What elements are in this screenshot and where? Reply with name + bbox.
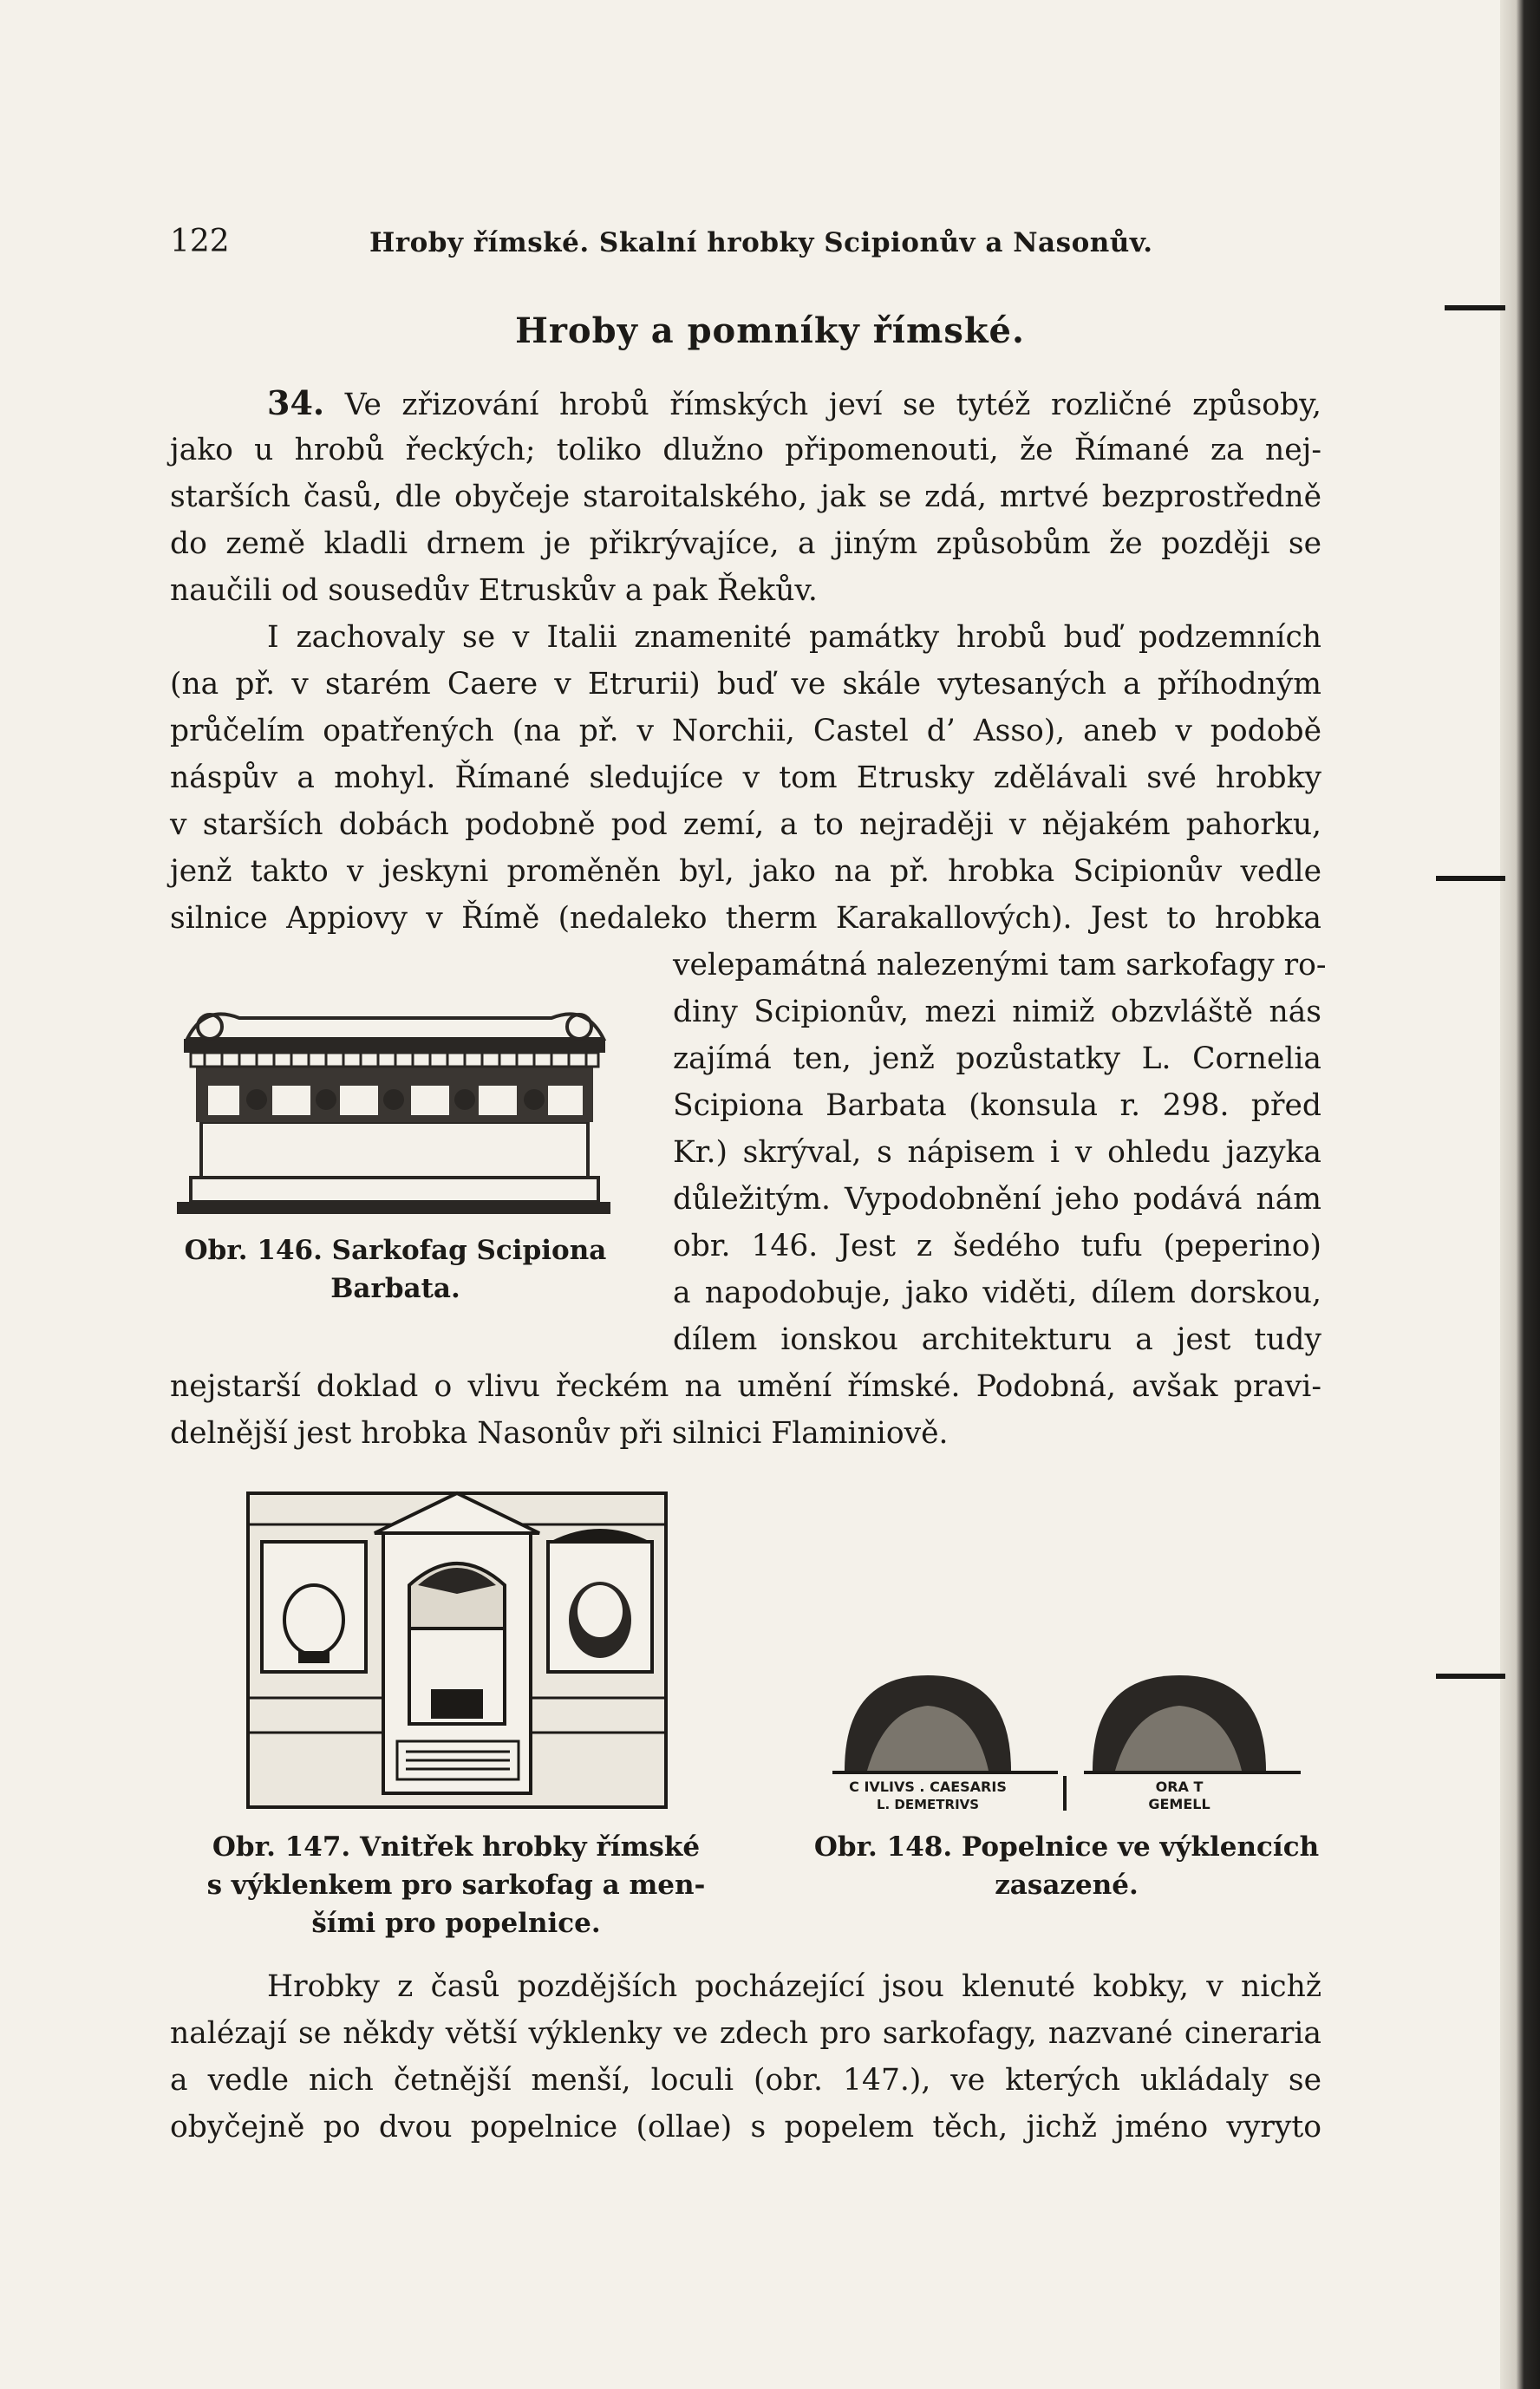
scan-mark — [1436, 1674, 1505, 1679]
text-line: velepamátná nalezenými tam sarkofagy ro- — [673, 948, 1327, 982]
figure-147-tomb-interior — [245, 1490, 669, 1811]
caption-line: Obr. 148. Popelnice ve výklencích — [813, 1831, 1320, 1863]
urn-inscription-left-line1: C IVLIVS . CAESARIS — [849, 1779, 1007, 1795]
text-line: (na př. v starém Caere v Etrurii) buď ve skále vytesaných a příhodným — [170, 667, 1321, 702]
text-line: nalézají se někdy větší výklenky ve zdech pro sarkofagy, nazvané cineraria — [170, 2016, 1321, 2051]
text-line: obr. 146. Jest z šedého tufu (peperino) — [673, 1229, 1321, 1263]
figure-146-sarcophagus — [170, 969, 621, 1230]
text-line: dílem ionskou architekturu a jest tudy — [673, 1322, 1321, 1357]
text-line: v starších dobách podobně pod zemí, a to nejraději v nějakém pahorku, — [170, 807, 1321, 842]
text-line: delnější jest hrobka Nasonův při silnici Flaminiově. — [170, 1416, 949, 1451]
sarcophagus-illustration — [170, 969, 621, 1230]
page-number: 122 — [170, 224, 230, 259]
text-line: silnice Appiovy v Římě (nedaleko therm Karakallových). Jest to hrobka — [170, 901, 1321, 936]
paragraph-number: 34. — [267, 383, 325, 422]
text-line: starších časů, dle obyčeje staroitalského, jak se zdá, mrtvé bezprostředně — [170, 480, 1321, 514]
text-line: diny Scipionův, mezi nimiž obzvláště nás — [673, 995, 1321, 1029]
text-line: Scipiona Barbata (konsula r. 298. před — [673, 1088, 1321, 1123]
text-line: do země kladli drnem je přikrývajíce, a jiným způsobům že později se — [170, 526, 1321, 561]
text-line: jenž takto v jeskyni proměněn byl, jako na př. hrobka Scipionův vedle — [170, 854, 1321, 889]
caption-line: Obr. 146. Sarkofag Scipiona — [184, 1235, 607, 1266]
section-heading: Hroby a pomníky římské. — [515, 310, 1025, 351]
scan-binding-edge — [1500, 0, 1540, 2389]
figure-148-urns — [832, 1658, 1318, 1814]
figure-148-caption — [798, 1828, 1335, 1904]
text-line-content: Ve zřizování hrobů římských jeví se tytéž rozličné způsoby, — [344, 388, 1322, 422]
urn-inscription-right-line1: ORA T — [1155, 1779, 1204, 1795]
text-line: a vedle nich četnější menší, loculi (obr. 147.), ve kterých ukládaly se — [170, 2063, 1321, 2098]
text-line — [267, 380, 1321, 427]
urn-inscription-right-line2: GEMELL — [1148, 1796, 1210, 1812]
text-line: průčelím opatřených (na př. v Norchii, Castel d’ Asso), aneb v podobě — [170, 714, 1321, 748]
text-line: Kr.) skrýval, s nápisem i v ohledu jazyka — [673, 1135, 1321, 1170]
caption-line: Barbata. — [330, 1273, 460, 1304]
text-line: nejstarší doklad o vlivu řeckém na umění římské. Podobná, avšak pravi- — [170, 1369, 1321, 1404]
text-line: a napodobuje, jako viděti, dílem dorskou, — [673, 1276, 1321, 1310]
tomb-interior-illustration — [245, 1490, 669, 1811]
text-line: naučili od sousedův Etruskův a pak Řekův. — [170, 573, 818, 608]
caption-line: s výklenkem pro sarkofag a men- — [206, 1870, 706, 1901]
urn-niches-illustration — [832, 1658, 1318, 1814]
text-line: I zachovaly se v Italii znamenité památky hrobů buď podzemních — [267, 620, 1321, 655]
text-line: Hrobky z časů pozdějších pocházející jsou klenuté kobky, v nichž — [267, 1969, 1321, 2004]
text-line: náspův a mohyl. Římané sledujíce v tom Etrusky zdělávali své hrobky — [170, 760, 1321, 795]
urn-inscription-left-line2: L. DEMETRIVS — [876, 1797, 980, 1812]
figure-146-caption — [170, 1231, 621, 1308]
figure-147-caption — [205, 1828, 708, 1942]
text-line: důležitým. Vypodobnění jeho podává nám — [673, 1182, 1321, 1217]
scan-mark — [1436, 876, 1505, 881]
running-title: Hroby římské. Skalní hrobky Scipionův a Nasonův. — [369, 227, 1153, 258]
text-line: zajímá ten, jenž pozůstatky L. Cornelia — [673, 1041, 1321, 1076]
caption-line: Obr. 147. Vnitřek hrobky římské — [212, 1831, 701, 1863]
caption-line: šími pro popelnice. — [311, 1908, 601, 1939]
page-header — [170, 224, 1349, 264]
text-line: jako u hrobů řeckých; toliko dlužno připomenouti, že Římané za nej- — [170, 433, 1321, 467]
text-line: obyčejně po dvou popelnice (ollae) s popelem těch, jichž jméno vyryto — [170, 2110, 1321, 2144]
caption-line: zasazené. — [995, 1870, 1139, 1901]
